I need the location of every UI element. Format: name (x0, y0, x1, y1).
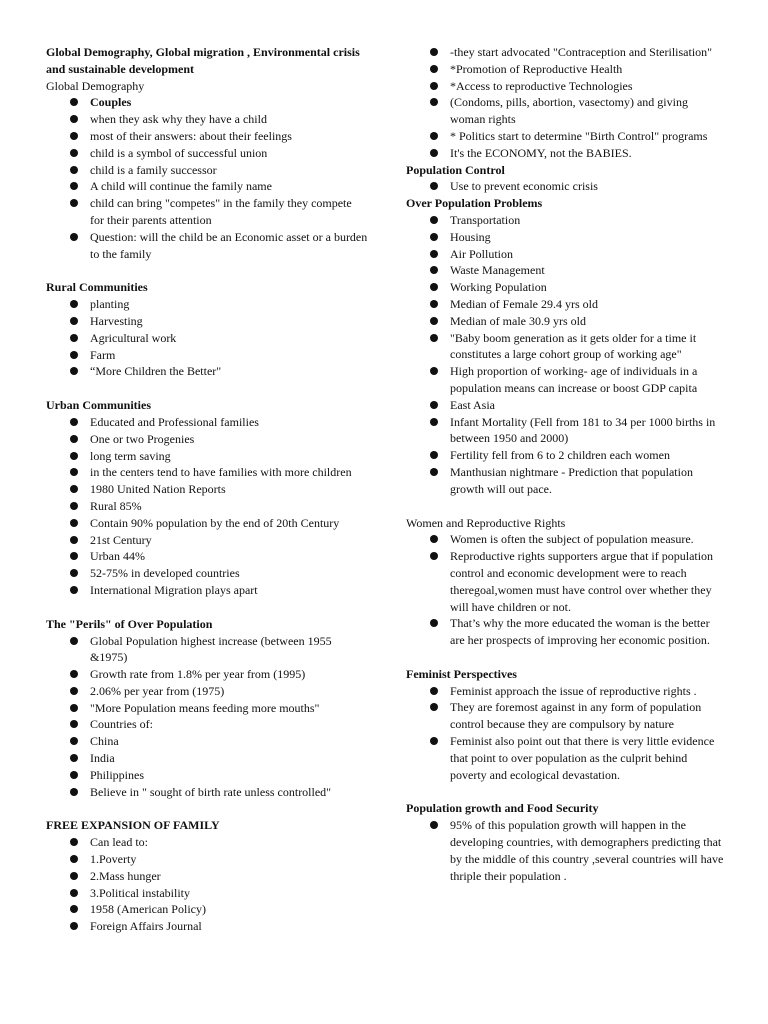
list-item-text: in the centers tend to have families with more children (90, 465, 352, 480)
left-column (46, 44, 368, 935)
bullet-icon (70, 468, 78, 476)
list-item-text: Feminist also point out that there is very little evidence that point to over population as the culprit behind poverty and ecological devastation. (450, 734, 715, 782)
list-item-text: * Politics start to determine "Birth Control" programs (450, 128, 708, 143)
bullet-icon (70, 182, 78, 190)
list-item (46, 347, 368, 364)
bullet-icon (430, 401, 438, 409)
list-item (406, 212, 726, 229)
list-item-text: 21st Century (90, 532, 152, 547)
section-heading: Feminist Perspectives (406, 666, 517, 681)
bullet-icon (70, 872, 78, 880)
list-item-text: (Condoms, pills, abortion, vasectomy) and giving woman rights (450, 95, 688, 127)
list-item-text: 2.Mass hunger (90, 868, 161, 883)
list-item (406, 229, 726, 246)
section-spacer (406, 498, 726, 515)
list-item (46, 868, 368, 885)
bullet-icon (70, 704, 78, 712)
section-spacer (46, 262, 368, 279)
bullet-icon (70, 502, 78, 510)
bullet-icon (70, 536, 78, 544)
bullet-icon (70, 737, 78, 745)
list-item (46, 431, 368, 448)
list-item (46, 532, 368, 549)
list-item-text: Median of male 30.9 yrs old (450, 313, 586, 328)
bullet-icon (430, 65, 438, 73)
bullet-icon (70, 586, 78, 594)
list-item-text: Working Population (450, 280, 547, 295)
list-item (46, 178, 368, 195)
bullet-icon (430, 687, 438, 695)
list-item-text: It's the ECONOMY, not the BABIES. (450, 145, 632, 160)
bullet-icon (70, 788, 78, 796)
bullet-icon (70, 300, 78, 308)
list-item (46, 481, 368, 498)
bullet-icon (70, 838, 78, 846)
bullet-icon (70, 98, 78, 106)
bullet-list (406, 683, 726, 784)
list-item (46, 145, 368, 162)
bullet-icon (430, 552, 438, 560)
list-item-text: Infant Mortality (Fell from 181 to 34 per 1000 births in between 1950 and 2000) (450, 414, 716, 446)
bullet-icon (70, 485, 78, 493)
list-item (46, 498, 368, 515)
list-item (46, 767, 368, 784)
bullet-icon (430, 98, 438, 106)
list-item (406, 145, 726, 162)
list-item (406, 447, 726, 464)
list-item-text: Housing (450, 229, 491, 244)
bullet-icon (430, 216, 438, 224)
list-item (46, 229, 368, 263)
list-item (46, 901, 368, 918)
section-spacer (406, 783, 726, 800)
list-item (46, 918, 368, 935)
bullet-icon (430, 535, 438, 543)
list-item-text: International Migration plays apart (90, 582, 258, 597)
section-spacer (46, 800, 368, 817)
section-heading: Rural Communities (46, 280, 148, 295)
list-item (406, 817, 726, 884)
list-item-text: *Access to reproductive Technologies (450, 78, 633, 93)
list-item-text: Feminist approach the issue of reproductive rights . (450, 683, 697, 698)
list-item-text: 1958 (American Policy) (90, 902, 206, 917)
list-item-text: Air Pollution (450, 246, 514, 261)
list-item (406, 78, 726, 95)
list-item-text: Manthusian nightmare - Prediction that population growth will out pace. (450, 464, 693, 496)
bullet-icon (70, 351, 78, 359)
bullet-list (46, 414, 368, 599)
list-item-text: Waste Management (450, 263, 545, 278)
bullet-icon (70, 855, 78, 863)
list-item (406, 296, 726, 313)
list-item-text: Philippines (90, 767, 145, 782)
list-item (406, 61, 726, 78)
list-item-text: Harvesting (90, 313, 143, 328)
bullet-icon (430, 283, 438, 291)
list-item-text: *Promotion of Reproductive Health (450, 61, 623, 76)
list-item (46, 448, 368, 465)
list-item-text: High proportion of working- age of individuals in a population means can increase or boost GDP capita (450, 364, 698, 395)
list-item-text: Global Population highest increase (between 1955 &1975) (90, 633, 332, 665)
list-item-text: That’s why the more educated the woman is the better are her prospects of improving her economic position. (450, 616, 710, 648)
list-item-text: Question: will the child be an Economic asset or a burden to the family (90, 229, 368, 261)
section-spacer (406, 649, 726, 666)
section-heading: The "Perils" of Over Population (46, 616, 213, 631)
list-item (46, 313, 368, 330)
bullet-icon (430, 821, 438, 829)
list-item-text: "Baby boom generation as it gets older for a time it constitutes a large cohort group of working age" (450, 330, 697, 362)
bullet-icon (430, 182, 438, 190)
bullet-icon (430, 149, 438, 157)
list-item (406, 414, 726, 448)
list-item (46, 565, 368, 582)
list-item-text: 2.06% per year from (1975) (90, 683, 225, 698)
bullet-list (406, 178, 726, 195)
list-item-text: Urban 44% (90, 549, 145, 564)
bullet-icon (430, 317, 438, 325)
bullet-icon (430, 418, 438, 426)
list-item (406, 330, 726, 364)
list-item (46, 885, 368, 902)
list-item (46, 296, 368, 313)
bullet-icon (70, 435, 78, 443)
bullet-icon (70, 670, 78, 678)
list-item (406, 94, 726, 128)
list-item-text: 3.Political instability (90, 885, 190, 900)
list-item-text: child is a family successor (90, 162, 217, 177)
bullet-icon (430, 300, 438, 308)
list-item (46, 750, 368, 767)
list-item (406, 313, 726, 330)
list-item (46, 414, 368, 431)
bullet-icon (70, 367, 78, 375)
list-item (406, 178, 726, 195)
list-item-text: Farm (90, 347, 116, 362)
bullet-icon (70, 149, 78, 157)
bullet-icon (430, 737, 438, 745)
bullet-icon (430, 250, 438, 258)
bullet-icon (70, 922, 78, 930)
list-item-text: Median of Female 29.4 yrs old (450, 296, 598, 311)
list-item-text: Growth rate from 1.8% per year from (1995) (90, 667, 306, 682)
list-item (406, 733, 726, 783)
bullet-icon (430, 703, 438, 711)
list-item (406, 615, 726, 649)
list-item (46, 464, 368, 481)
list-item-text: when they ask why they have a child (90, 112, 267, 127)
list-item (46, 834, 368, 851)
section-heading: Global Demography, Global migration , Environmental crisis and sustainable development (46, 45, 363, 76)
list-item-text: planting (90, 297, 130, 312)
list-item (46, 548, 368, 565)
bullet-icon (430, 82, 438, 90)
bullet-icon (70, 905, 78, 913)
bullet-list (46, 296, 368, 380)
list-item-text: Reproductive rights supporters argue that if population control and economic development were to reach theregoal,women must have control over whether they will have children or not. (450, 549, 714, 614)
list-item-text: most of their answers: about their feelings (90, 128, 292, 143)
list-item (46, 128, 368, 145)
section-heading: Women and Reproductive Rights (406, 515, 566, 530)
list-item-text: Women is often the subject of population measure. (450, 532, 694, 547)
bullet-icon (70, 720, 78, 728)
list-item-text: A child will continue the family name (90, 179, 272, 194)
list-item (406, 246, 726, 263)
list-item-text: Countries of: (90, 717, 153, 732)
list-item (406, 279, 726, 296)
list-item-text: China (90, 734, 119, 749)
bullet-icon (430, 132, 438, 140)
section-heading: Over Population Problems (406, 196, 543, 211)
bullet-list (406, 531, 726, 649)
list-item (406, 548, 726, 615)
section-heading: Population Control (406, 162, 505, 177)
bullet-icon (430, 48, 438, 56)
list-item (46, 700, 368, 717)
list-item (46, 330, 368, 347)
list-item-text: “More Children the Better" (90, 364, 222, 379)
bullet-icon (70, 334, 78, 342)
list-item-text: India (90, 751, 115, 766)
bullet-list (406, 212, 726, 498)
bullet-icon (70, 199, 78, 207)
bullet-icon (70, 519, 78, 527)
bullet-list (406, 817, 726, 884)
section-heading: FREE EXPANSION OF FAMILY (46, 818, 220, 833)
section-heading: Global Demography (46, 78, 145, 93)
list-item-text: Agricultural work (90, 330, 177, 345)
bullet-icon (70, 552, 78, 560)
list-item-text: 1980 United Nation Reports (90, 482, 226, 497)
bullet-icon (430, 451, 438, 459)
bullet-icon (430, 367, 438, 375)
list-item (406, 363, 726, 397)
list-item-text: Use to prevent economic crisis (450, 179, 598, 194)
list-item (406, 699, 726, 733)
list-item (406, 262, 726, 279)
list-item-text: Can lead to: (90, 835, 148, 850)
list-item (46, 195, 368, 229)
list-item (46, 666, 368, 683)
bullet-icon (70, 637, 78, 645)
list-item-text: Rural 85% (90, 498, 142, 513)
right-column (406, 44, 726, 884)
bullet-icon (430, 266, 438, 274)
bullet-icon (70, 889, 78, 897)
list-item (46, 582, 368, 599)
list-item (46, 851, 368, 868)
list-item (46, 363, 368, 380)
bullet-icon (70, 452, 78, 460)
list-item-text: Contain 90% population by the end of 20th Century (90, 515, 340, 530)
bullet-icon (430, 619, 438, 627)
section-spacer (46, 599, 368, 616)
list-item (46, 94, 368, 111)
section-heading: Population growth and Food Security (406, 801, 599, 816)
list-item (46, 515, 368, 532)
bullet-icon (70, 132, 78, 140)
list-item (406, 464, 726, 498)
list-item (46, 683, 368, 700)
list-item (406, 397, 726, 414)
bullet-list (46, 834, 368, 935)
list-item (46, 111, 368, 128)
list-item-text: Couples (90, 95, 132, 110)
list-item (46, 633, 368, 667)
section-spacer (46, 380, 368, 397)
bullet-icon (70, 233, 78, 241)
list-item-text: Transportation (450, 212, 521, 227)
bullet-icon (430, 334, 438, 342)
bullet-icon (70, 771, 78, 779)
list-item-text: They are foremost against in any form of population control because they are compulsory by nature (450, 700, 702, 732)
list-item (406, 44, 726, 61)
bullet-list (46, 94, 368, 262)
list-item-text: Fertility fell from 6 to 2 children each women (450, 448, 670, 463)
bullet-icon (70, 687, 78, 695)
list-item-text: Educated and Professional families (90, 414, 259, 429)
bullet-icon (70, 754, 78, 762)
list-item (46, 162, 368, 179)
list-item (406, 683, 726, 700)
list-item (46, 716, 368, 733)
list-item (406, 531, 726, 548)
list-item-text: child is a symbol of successful union (90, 145, 268, 160)
bullet-icon (430, 468, 438, 476)
list-item (406, 128, 726, 145)
list-item-text: 1.Poverty (90, 852, 137, 867)
bullet-icon (70, 569, 78, 577)
list-item-text: "More Population means feeding more mouths" (90, 700, 320, 715)
bullet-list (406, 44, 726, 162)
bullet-icon (430, 233, 438, 241)
list-item-text: East Asia (450, 397, 495, 412)
bullet-icon (70, 115, 78, 123)
bullet-icon (70, 418, 78, 426)
bullet-icon (70, 166, 78, 174)
bullet-list (46, 633, 368, 801)
list-item (46, 784, 368, 801)
list-item (46, 733, 368, 750)
list-item-text: Believe in " sought of birth rate unless controlled" (90, 784, 332, 799)
section-heading: Urban Communities (46, 398, 152, 413)
list-item-text: Foreign Affairs Journal (90, 919, 202, 934)
list-item-text: 52-75% in developed countries (90, 566, 240, 581)
list-item-text: child can bring "competes" in the family they compete for their parents attention (90, 196, 352, 227)
list-item-text: One or two Progenies (90, 431, 195, 446)
list-item-text: -they start advocated "Contraception and Sterilisation" (450, 45, 713, 59)
list-item-text: long term saving (90, 448, 171, 463)
bullet-icon (70, 317, 78, 325)
list-item-text: 95% of this population growth will happen in the developing countries, with demographers predicting that by the middle of this country ,several countries will have thriple their population . (450, 818, 724, 883)
